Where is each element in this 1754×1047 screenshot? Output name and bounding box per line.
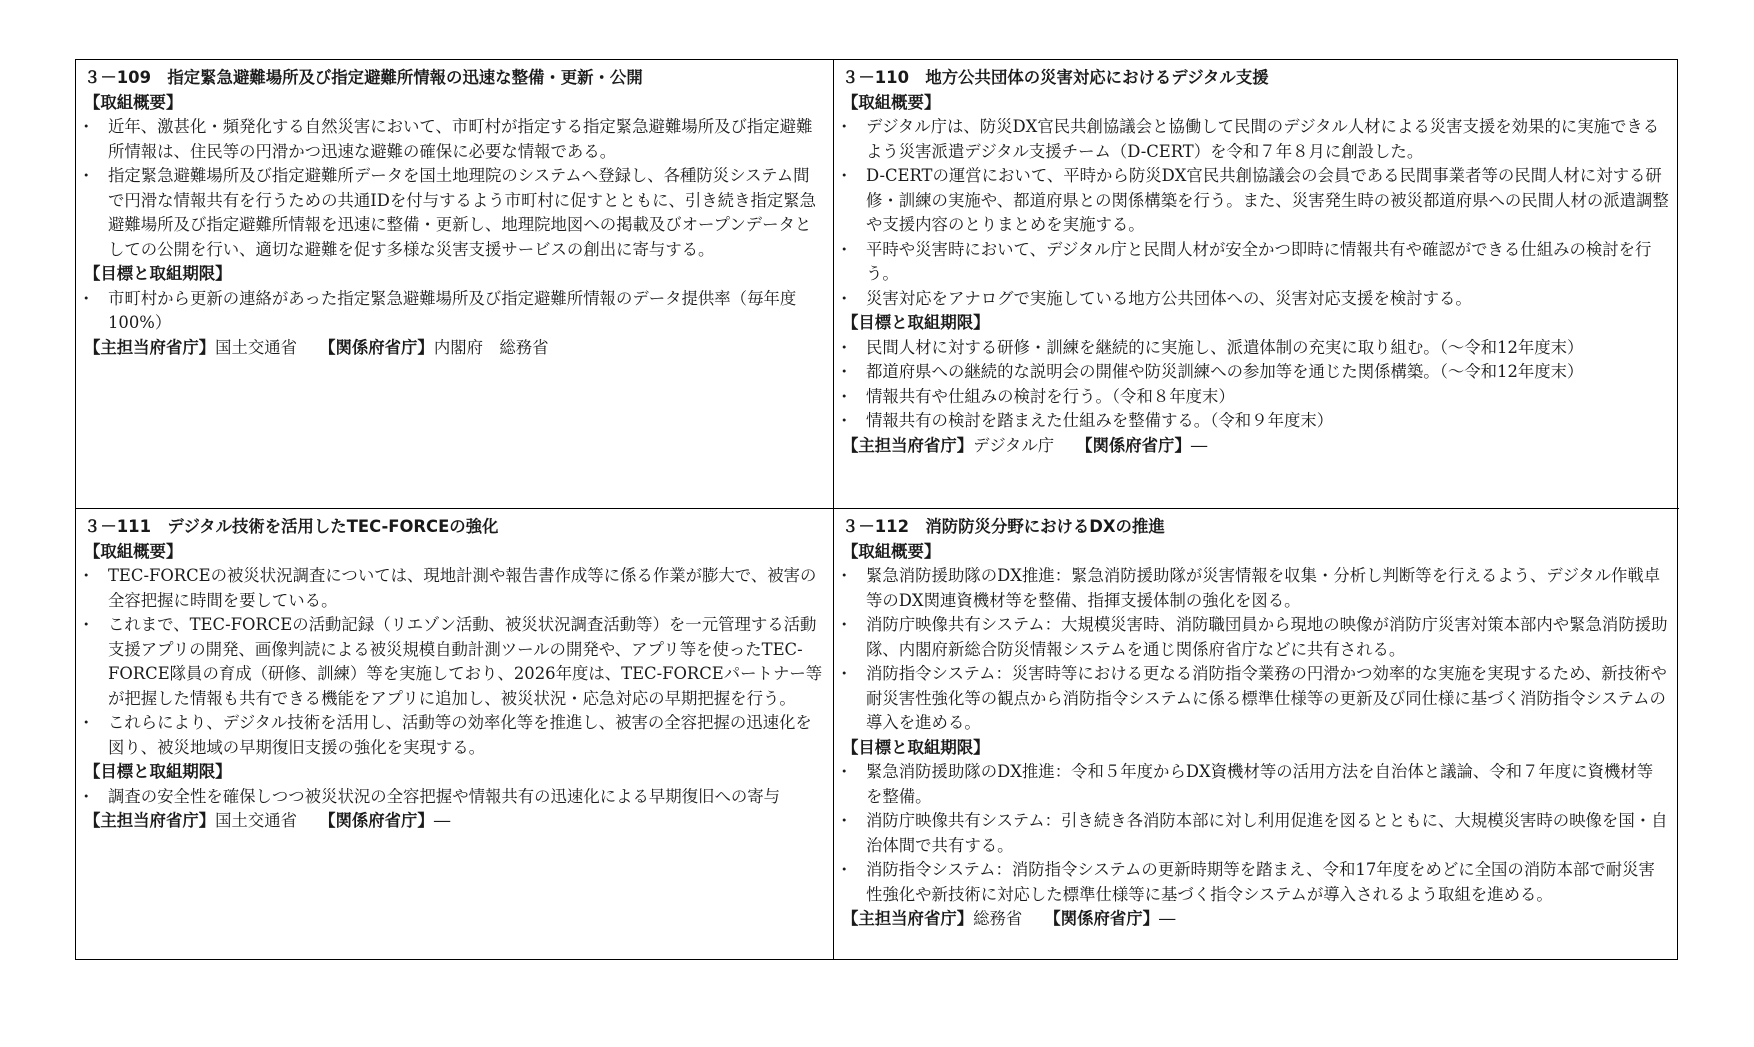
- overview-heading: 【取組概要】: [84, 92, 183, 112]
- list-item: ・ 調査の安全性を確保しつつ被災状況の全容把握や情報共有の迅速化による早期復旧への寄与: [84, 785, 823, 810]
- lead-ministry: 国土交通省: [215, 811, 298, 830]
- related-ministry: ―: [433, 811, 451, 830]
- list-item: ・ 近年、激甚化・頻発化する自然災害において、市町村が指定する指定緊急避難場所及び指定避難所情報は、住民等の円滑かつ迅速な避難の確保に必要な情報である。: [84, 115, 823, 164]
- list-item: ・ 緊急消防援助隊のDX推進：緊急消防援助隊が災害情報を収集・分析し判断等を行えるよう、デジタル作戦卓等のDX関連資機材等を整備、指揮支援体制の強化を図る。: [842, 564, 1669, 613]
- list-item: ・ 都道府県への継続的な説明会の開催や防災訓練への参加等を通じた関係構築。（～令和12年度末）: [842, 360, 1669, 385]
- related-ministry-label: 【関係府省庁】: [319, 811, 434, 830]
- ministry-roles: [842, 434, 1669, 459]
- list-item: ・ これまで、TEC-FORCEの活動記録（リエゾン活動、被災状況調査活動等）を一元管理する活動支援アプリの開発、画像判読による被災規模自動計測ツールの開発や、アプリ等を使ったTEC-FORCE隊員の育成（研修、訓練）等を実施しており、2026年度は、TEC-FORCEパートナー等が把握した情報も共有できる機能をアプリに追加し、被災状況・応急対応の早期把握を行う。: [84, 613, 823, 711]
- measures-table: [75, 59, 1678, 960]
- lead-ministry: デジタル庁: [973, 435, 1055, 455]
- goals-heading: 【目標と取組期限】: [842, 313, 990, 332]
- list-item: ・ これらにより、デジタル技術を活用し、活動等の効率化等を推進し、被害の全容把握の迅速化を図り、被災地域の早期復旧支援の強化を実現する。: [84, 711, 823, 760]
- list-item: ・ 民間人材に対する研修・訓練を継続的に実施し、派遣体制の充実に取り組む。（～令和12年度末）: [842, 336, 1669, 361]
- lead-ministry-label: 【主担当府省庁】: [84, 337, 216, 357]
- goals-heading: 【目標と取組期限】: [84, 762, 232, 781]
- related-ministry-label: 【関係府省庁】: [1076, 435, 1191, 455]
- list-item: ・ 市町村から更新の連絡があった指定緊急避難場所及び指定避難所情報のデータ提供率（毎年度100%）: [84, 287, 823, 336]
- overview-list: [842, 115, 1669, 311]
- list-item: ・ 消防庁映像共有システム：引き続き各消防本部に対し利用促進を図るとともに、大規模災害時の映像を国・自治体間で共有する。: [842, 809, 1669, 858]
- goals-heading: 【目標と取組期限】: [842, 737, 990, 757]
- lead-ministry-label: 【主担当府省庁】: [84, 811, 216, 830]
- goals-list: [842, 336, 1669, 434]
- list-item: ・ 情報共有の検討を踏まえた仕組みを整備する。（令和９年度末）: [842, 409, 1669, 434]
- list-item: ・ 平時や災害時において、デジタル庁と民間人材が安全かつ即時に情報共有や確認ができる仕組みの検討を行う。: [842, 238, 1669, 287]
- ministry-roles: [84, 809, 823, 834]
- related-ministry: 内閣府 総務省: [433, 337, 549, 357]
- list-item: ・ 緊急消防援助隊のDX推進：令和５年度からDX資機材等の活用方法を自治体と議論、令和７年度に資機材等を整備。: [842, 760, 1669, 809]
- related-ministry: ―: [1190, 435, 1208, 455]
- overview-list: [842, 564, 1669, 736]
- ministry-roles: [842, 907, 1669, 932]
- overview-heading: 【取組概要】: [842, 92, 941, 112]
- measure-title: ３－111 デジタル技術を活用したTEC-FORCEの強化: [84, 517, 499, 536]
- measure-cell-3-111: [76, 509, 834, 959]
- goals-heading: 【目標と取組期限】: [84, 264, 232, 283]
- ministry-roles: [84, 336, 823, 361]
- measure-cell-3-109: [76, 60, 834, 509]
- list-item: ・ 消防指令システム：災害時等における更なる消防指令業務の円滑かつ効率的な実施を実現するため、新技術や耐災害性強化等の観点から消防指令システムに係る標準仕様等の更新及び同仕様に基づく消防指令システムの導入を進める。: [842, 662, 1669, 736]
- measure-title: ３－109 指定緊急避難場所及び指定避難所情報の迅速な整備・更新・公開: [84, 68, 643, 87]
- list-item: ・ 情報共有や仕組みの検討を行う。（令和８年度末）: [842, 385, 1669, 410]
- lead-ministry-label: 【主担当府省庁】: [842, 435, 974, 455]
- lead-ministry-label: 【主担当府省庁】: [842, 909, 974, 928]
- overview-list: [84, 115, 823, 262]
- goals-list: [842, 760, 1669, 907]
- goals-list: [84, 287, 823, 336]
- list-item: ・ TEC-FORCEの被災状況調査については、現地計測や報告書作成等に係る作業が膨大で、被害の全容把握に時間を要している。: [84, 564, 823, 613]
- related-ministry-label: 【関係府省庁】: [319, 337, 434, 357]
- list-item: ・ 消防指令システム：消防指令システムの更新時期等を踏まえ、令和17年度をめどに全国の消防本部で耐災害性強化や新技術に対応した標準仕様等に基づく指令システムが導入されるよう取組を進める。: [842, 858, 1669, 907]
- goals-list: [84, 785, 823, 810]
- measure-cell-3-112: [834, 509, 1679, 959]
- list-item: ・ D-CERTの運営において、平時から防災DX官民共創協議会の会員である民間事業者等の民間人材に対する研修・訓練の実施や、都道府県との関係構築を行う。また、災害発生時の被災都道府県への民間人材の派遣調整や支援内容のとりまとめを実施する。: [842, 164, 1669, 238]
- related-ministry: ―: [1159, 909, 1176, 928]
- overview-heading: 【取組概要】: [842, 541, 941, 561]
- overview-list: [84, 564, 823, 760]
- related-ministry-label: 【関係府省庁】: [1044, 909, 1160, 928]
- lead-ministry: 国土交通省: [215, 337, 298, 357]
- list-item: ・ デジタル庁は、防災DX官民共創協議会と協働して民間のデジタル人材による災害支援を効果的に実施できるよう災害派遣デジタル支援チーム（D-CERT）を令和７年８月に創設した。: [842, 115, 1669, 164]
- overview-heading: 【取組概要】: [84, 541, 183, 561]
- measure-title: ３－112 消防防災分野におけるDXの推進: [842, 517, 1165, 536]
- list-item: ・ 消防庁映像共有システム：大規模災害時、消防職団員から現地の映像が消防庁災害対策本部内や緊急消防援助隊、内閣府新総合防災情報システムを通じ関係府省庁などに共有される。: [842, 613, 1669, 662]
- list-item: ・ 災害対応をアナログで実施している地方公共団体への、災害対応支援を検討する。: [842, 287, 1669, 312]
- measure-cell-3-110: [834, 60, 1679, 509]
- list-item: ・ 指定緊急避難場所及び指定避難所データを国土地理院のシステムへ登録し、各種防災システム間で円滑な情報共有を行うための共通IDを付与するよう市町村に促すとともに、引き続き指定緊急避難場所及び指定避難所情報を迅速に整備・更新し、地理院地図への掲載及びオープンデータとしての公開を行い、適切な避難を促す多様な災害支援サービスの創出に寄与する。: [84, 164, 823, 262]
- lead-ministry: 総務省: [973, 909, 1023, 928]
- measure-title: ３－110 地方公共団体の災害対応におけるデジタル支援: [842, 68, 1269, 87]
